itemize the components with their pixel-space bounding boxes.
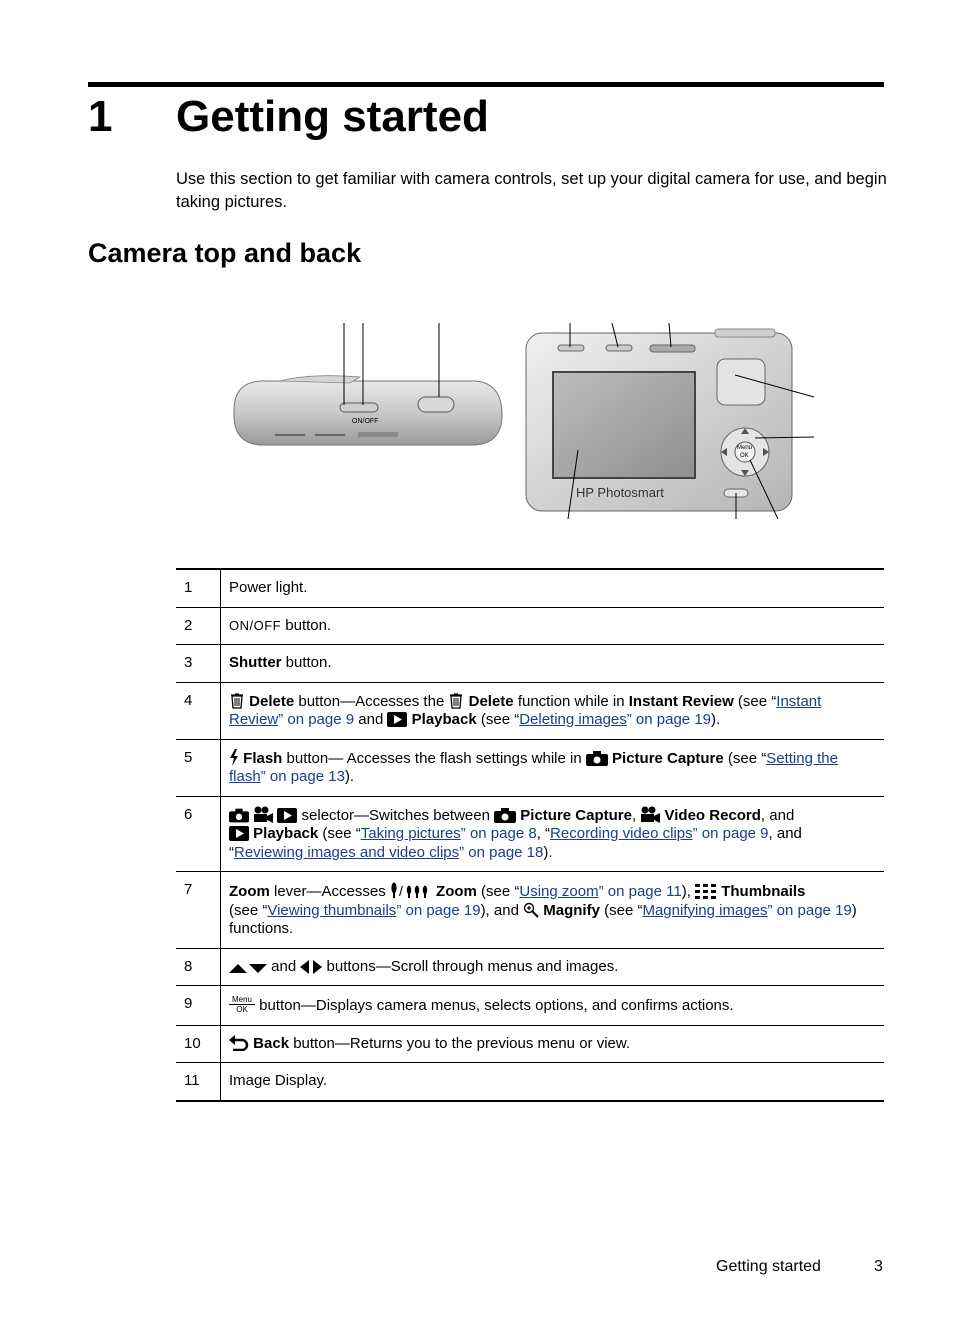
link-viewing-thumbnails[interactable]: Viewing thumbnails xyxy=(267,901,397,919)
row-description: Image Display. xyxy=(221,1063,885,1101)
figure-menu-label: Menu xyxy=(737,445,753,451)
row-number: 5 xyxy=(176,739,221,796)
playback-icon xyxy=(229,826,249,841)
figure-ok-label: OK xyxy=(740,453,749,459)
link-setting-the-flash[interactable]: Setting the flash xyxy=(229,749,838,785)
table-row xyxy=(176,986,884,1026)
flash-icon xyxy=(229,749,239,766)
row-number: 8 xyxy=(176,948,221,986)
link-reviewing-images[interactable]: Reviewing images and video clips xyxy=(234,843,460,861)
camera-back-view xyxy=(526,323,814,519)
row-description: Delete button—Accesses the Delete function while in Instant Review (see “Instant Review” on page 9 and Playback (see “Deleting images” on page 19). xyxy=(221,682,885,739)
back-arrow-icon xyxy=(229,1035,249,1051)
link-using-zoom[interactable]: Using zoom xyxy=(519,883,599,900)
magnify-icon xyxy=(523,902,539,918)
onoff-label: ON/OFF xyxy=(229,617,282,633)
table-row xyxy=(176,682,884,739)
row-number: 11 xyxy=(176,1063,221,1101)
camera-icon xyxy=(586,751,608,766)
row-description: ON/OFF button. xyxy=(221,607,885,645)
svg-text:/: / xyxy=(398,883,403,899)
up-down-arrows-icon xyxy=(229,962,267,974)
playback-icon xyxy=(277,808,297,823)
section-title: Camera top and back xyxy=(88,238,362,268)
left-right-arrows-icon xyxy=(300,960,322,974)
video-camera-icon xyxy=(253,806,273,823)
row-number: 1 xyxy=(176,569,221,607)
row-number: 3 xyxy=(176,645,221,683)
video-camera-icon xyxy=(640,806,660,823)
chapter-title: Getting started xyxy=(176,92,489,141)
link-instant-review[interactable]: Instant Review xyxy=(229,692,822,728)
row-description: Back button—Returns you to the previous menu or view. xyxy=(221,1025,885,1063)
table-row xyxy=(176,1063,884,1101)
row-number: 6 xyxy=(176,796,221,872)
table-row xyxy=(176,739,884,796)
link-deleting-images[interactable]: Deleting images xyxy=(519,711,627,728)
row-description: selector—Switches between Picture Capture, Video Record, and Playback (see “Taking pictures” on page 8, “Recording video clips” on page 9, and “Reviewing images and video clips” on page 18). xyxy=(221,796,885,872)
figure-brand-label: HP Photosmart xyxy=(576,485,664,500)
table-row xyxy=(176,607,884,645)
link-recording-video-clips[interactable]: Recording video clips xyxy=(550,825,693,842)
link-magnifying-images[interactable]: Magnifying images xyxy=(642,901,768,919)
table-row xyxy=(176,1025,884,1063)
row-description: Zoom lever—Accesses / Zoom (see “Using zoom” on page 11), Thumbnails (see “Viewing thumbnails” on page 19), and Magnify (see “Magnifying images” on page 19) functions. xyxy=(221,872,885,949)
footer-page-number: 3 xyxy=(874,1258,883,1275)
link-taking-pictures[interactable]: Taking pictures xyxy=(360,825,461,842)
row-number: 4 xyxy=(176,682,221,739)
thumbnails-icon xyxy=(695,884,717,899)
camera-icon xyxy=(494,808,516,823)
playback-icon xyxy=(387,712,407,727)
row-number: 9 xyxy=(176,986,221,1026)
table-row xyxy=(176,796,884,872)
chapter-number: 1 xyxy=(88,92,113,141)
row-description: Flash button— Accesses the flash settings while in Picture Capture (see “Setting the flash” on page 13). xyxy=(221,739,885,796)
footer-chapter-label: Getting started xyxy=(716,1258,821,1275)
menu-ok-icon: Menu OK xyxy=(229,995,255,1014)
table-row xyxy=(176,645,884,683)
row-description: Menu OK button—Displays camera menus, selects options, and confirms actions. xyxy=(221,986,885,1026)
chapter-rule xyxy=(88,82,884,87)
row-description: Power light. xyxy=(229,579,308,596)
row-description: Shutter button. xyxy=(221,645,885,683)
intro-paragraph: Use this section to get familiar with camera controls, set up your digital camera for use, and begin taking pictures. xyxy=(176,170,887,211)
zoom-tele-wide-icon xyxy=(390,881,432,899)
table-row xyxy=(176,569,884,607)
table-row xyxy=(176,872,884,949)
camera-figure xyxy=(220,315,820,525)
table-row xyxy=(176,948,884,986)
trash-icon xyxy=(229,692,245,709)
camera-icon xyxy=(229,808,249,823)
row-number: 10 xyxy=(176,1025,221,1063)
trash-icon xyxy=(448,692,464,709)
row-number: 2 xyxy=(176,607,221,645)
row-number: 7 xyxy=(176,872,221,949)
figure-onoff-label: ON/OFF xyxy=(352,418,379,425)
parts-table xyxy=(176,568,884,1102)
camera-top-view xyxy=(234,323,502,445)
row-description: and buttons—Scroll through menus and images. xyxy=(221,948,885,986)
